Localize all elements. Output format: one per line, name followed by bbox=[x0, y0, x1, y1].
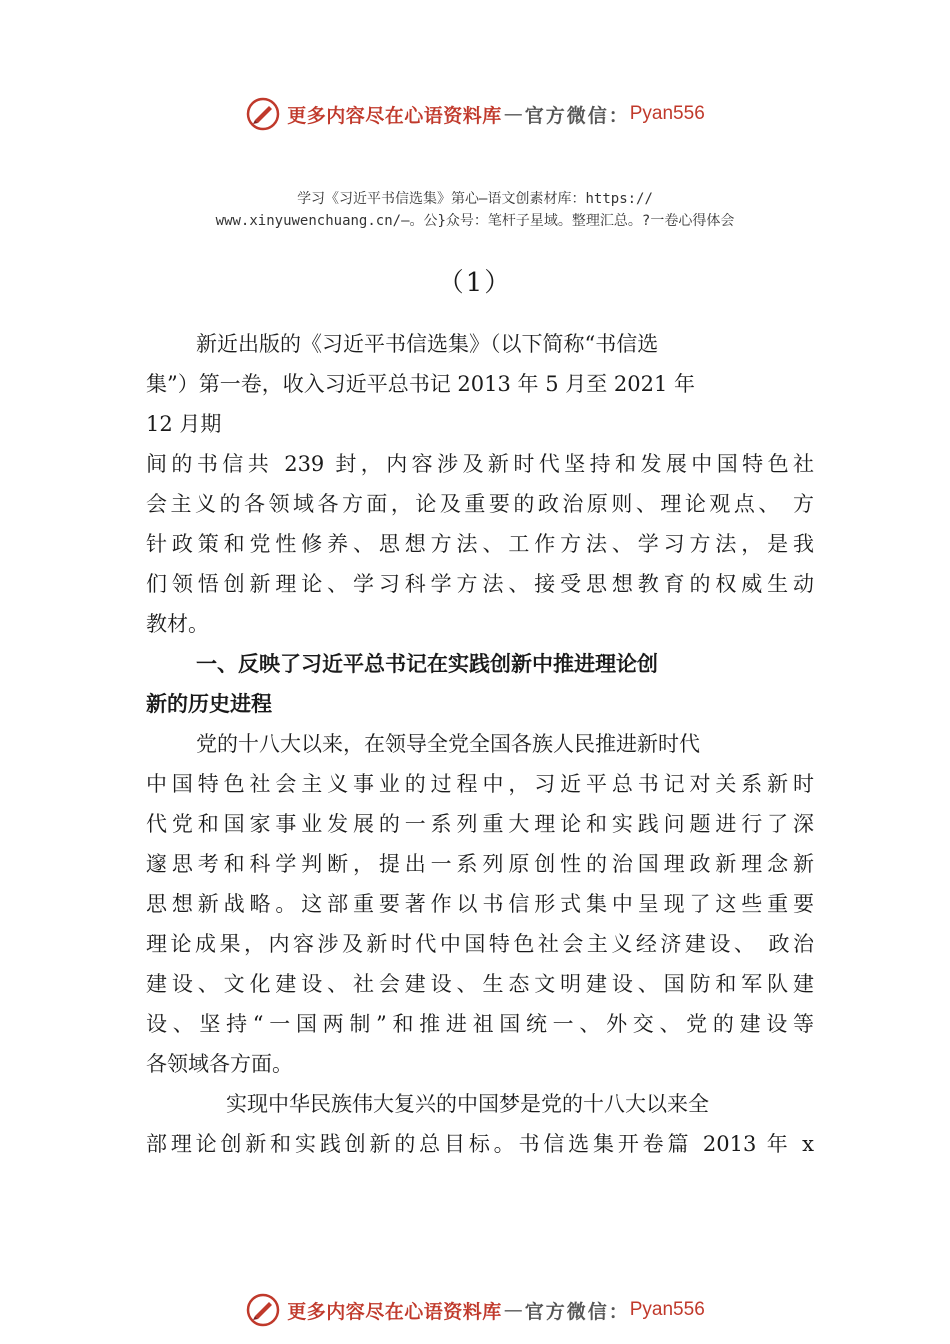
p2-line-8: 设、坚持“一国两制”和推进祖国统一、外交、党的建设等 bbox=[146, 1012, 814, 1036]
banner-wechat-id: Pyan556 bbox=[629, 1299, 705, 1320]
p2-line-3: 代党和国家事业发展的一系列重大理论和实践问题进行了深 bbox=[146, 812, 814, 836]
p2-line-4: 邃思考和科学判断，提出一系列原创性的治国理政新理念新 bbox=[146, 852, 814, 876]
p2-line-6: 理论成果，内容涉及新时代中国特色社会主义经济建设、 政治 bbox=[146, 932, 814, 956]
document-body bbox=[146, 324, 814, 1164]
banner-brand: 更多内容尽在心语资料库 bbox=[287, 1300, 502, 1323]
p1-line-7: 们领悟创新理论、学习科学方法、接受思想教育的权威生动 bbox=[146, 572, 814, 596]
p2-line-7: 建设、文化建设、社会建设、生态文明建设、国防和军队建 bbox=[146, 972, 814, 996]
banner-brand: 更多内容尽在心语资料库 bbox=[287, 104, 502, 127]
source-line-2: www.xinyuwenchuang.cn/—。公}众号：笔杆子星域。整理汇总。?一卷心得体会 bbox=[215, 213, 735, 229]
banner-label: 官方微信： bbox=[524, 104, 630, 127]
p2-line-2: 中国特色社会主义事业的过程中，习近平总书记对关系新时 bbox=[146, 772, 814, 796]
section-heading-line-2: 新的历史进程 bbox=[146, 692, 272, 716]
p3-line-2: 部理论创新和实践创新的总目标。书信选集开卷篇 2013 年 x bbox=[146, 1132, 814, 1156]
top-banner bbox=[0, 94, 950, 134]
p1-line-5: 会主义的各领域各方面，论及重要的政治原则、理论观点、 方 bbox=[146, 492, 814, 516]
p1-line-8: 教材。 bbox=[146, 612, 209, 636]
p3-line-1: 实现中华民族伟大复兴的中国梦是党的十八大以来全 bbox=[226, 1092, 709, 1116]
banner-dash: — bbox=[503, 103, 523, 125]
p2-line-5: 思想新战略。这部重要著作以书信形式集中呈现了这些重要 bbox=[146, 892, 814, 916]
banner-label: 官方微信： bbox=[524, 1300, 630, 1323]
section-title: （1） bbox=[437, 268, 513, 298]
p1-line-1: 新近出版的《习近平书信选集》（以下简称“书信选 bbox=[196, 332, 659, 356]
p1-line-4: 间的书信共 239 封，内容涉及新时代坚持和发展中国特色社 bbox=[146, 452, 814, 476]
bottom-banner bbox=[0, 1290, 950, 1330]
banner-wechat-id: Pyan556 bbox=[629, 103, 705, 124]
pen-logo-icon bbox=[245, 96, 281, 132]
p1-line-6: 针政策和党性修养、思想方法、工作方法、学习方法，是我 bbox=[146, 532, 814, 556]
p2-line-9: 各领域各方面。 bbox=[146, 1052, 293, 1076]
source-line-1: 学习《习近平书信选集》第心—语文创素材库：https:// bbox=[297, 191, 653, 207]
p1-line-3: 12 月期 bbox=[146, 412, 222, 436]
banner-dash: — bbox=[503, 1299, 523, 1321]
section-heading-line-1: 一、反映了习近平总书记在实践创新中推进理论创 bbox=[196, 652, 658, 676]
source-note bbox=[140, 188, 810, 232]
p1-line-2: 集”）第一卷，收入习近平总书记 2013 年 5 月至 2021 年 bbox=[146, 372, 696, 396]
p2-line-1: 党的十八大以来，在领导全党全国各族人民推进新时代 bbox=[196, 732, 700, 756]
pen-logo-icon bbox=[245, 1292, 281, 1328]
